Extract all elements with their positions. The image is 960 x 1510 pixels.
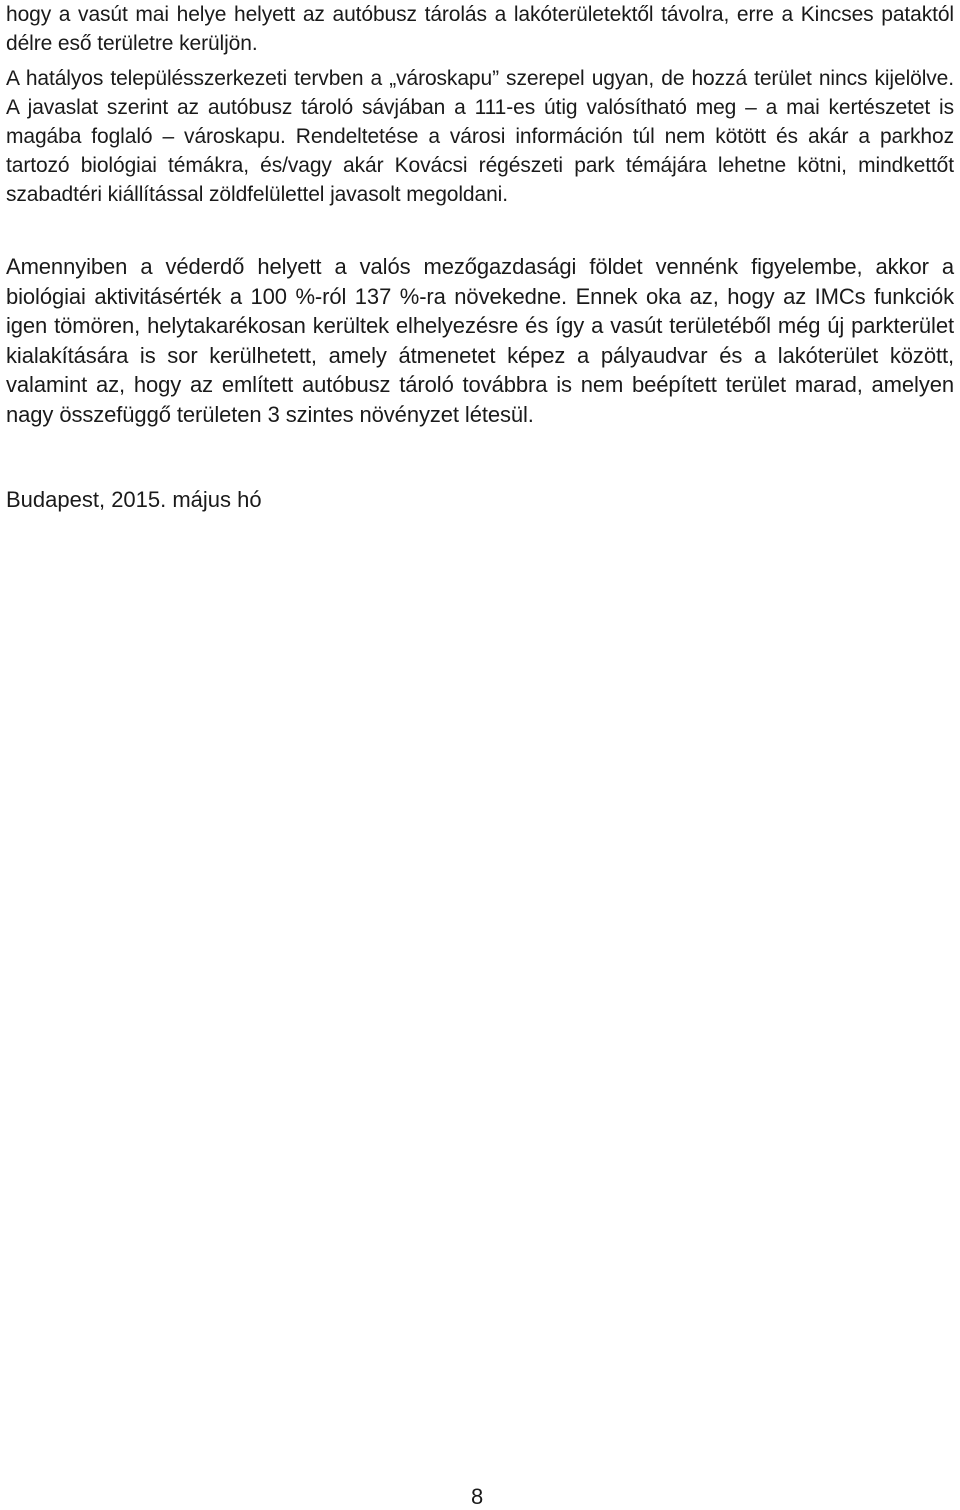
page-number: 8	[471, 1484, 484, 1509]
place-date-signoff: Budapest, 2015. május hó	[6, 487, 262, 512]
paragraph-1: hogy a vasút mai helye helyett az autóbusz tárolás a lakóterületektől távolra, erre a Kincses pataktól délre eső területre kerüljön.	[6, 3, 954, 55]
paragraph-3: Amennyiben a véderdő helyett a valós mezőgazdasági földet vennénk figyelembe, akkor a biológiai aktivitásérték a 100 %-ról 137 %-ra növekedne. Ennek oka az, hogy az IMCs funkciók igen tömören, helytakarékosan kerültek elhelyezésre és így a vasút területéből még új parkterület kialakítására is sor kerülhetett, amely átmenetet képez a pályaudvar és a lakóterület között, valamint az, hogy az említett autóbusz tároló továbbra is nem beépített terület marad, amelyen nagy összefüggő területen 3 szintes növényzet létesül.	[6, 254, 954, 427]
paragraph-2: A hatályos településszerkezeti tervben a „városkapu” szerepel ugyan, de hozzá terület nincs kijelölve. A javaslat szerint az autóbusz tároló sávjában a 111-es útig valósítható meg – a mai kertészetet is magába foglaló – városkapu. Rendeltetése a városi információn túl nem kötött és akár a parkhoz tartozó biológiai témákra, és/vagy akár Kovácsi régészeti park témájára lehetne kötni, mindkettőt szabadtéri kiállítással zöldfelülettel javasolt megoldani.	[6, 67, 954, 206]
